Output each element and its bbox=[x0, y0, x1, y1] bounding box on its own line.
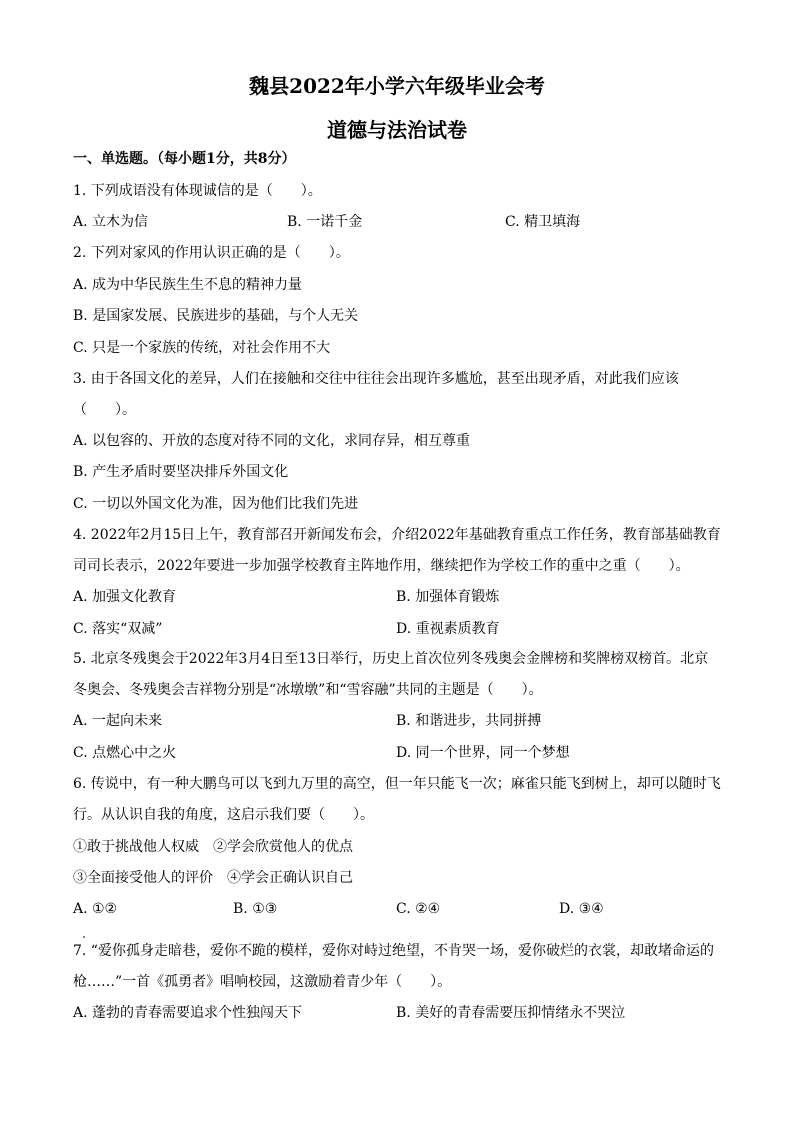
question-4-option-c: C. 落实“双减” bbox=[73, 621, 163, 637]
question-3-stem: 3. 由于各国文化的差异，人们在接触和交往中往往会出现许多尴尬，甚至出现矛盾，对此我们应该 bbox=[73, 371, 679, 387]
question-5-stem: 5. 北京冬残奥会于2022年3月4日至13日举行，历史上首次位列冬残奥会金牌榜和奖牌榜双榜首。北京 bbox=[73, 651, 709, 667]
page-subtitle: 道德与法治试卷 bbox=[327, 118, 467, 142]
question-2-option-a: A. 成为中华民族生生不息的精神力量 bbox=[73, 277, 303, 293]
question-3-option-a: A. 以包容的、开放的态度对待不同的文化，求同存异，相互尊重 bbox=[73, 433, 471, 449]
question-6-option-a: A. ①② bbox=[73, 901, 118, 917]
question-3-option-c: C. 一切以外国文化为准，因为他们比我们先进 bbox=[73, 496, 359, 512]
question-4-stem: 4. 2022年2月15日上午，教育部召开新闻发布会，介绍2022年基础教育重点工作任务，教育部基础教育 bbox=[73, 527, 721, 543]
question-2-option-c: C. 只是一个家族的传统，对社会作用不大 bbox=[73, 340, 331, 356]
question-7-option-b: B. 美好的青春需要压抑情绪永不哭泣 bbox=[396, 1005, 626, 1021]
question-1-option-b: B. 一诺千金 bbox=[287, 214, 363, 230]
question-7-option-a: A. 蓬勃的青春需要追求个性独闯天下 bbox=[73, 1005, 303, 1021]
question-4-option-b: B. 加强体育锻炼 bbox=[396, 589, 500, 605]
question-4-option-d: D. 重视素质教育 bbox=[396, 621, 500, 637]
question-6-stem: 6. 传说中，有一种大鹏鸟可以飞到九万里的高空，但一年只能飞一次；麻雀只能飞到树上，却可以随时飞 bbox=[73, 776, 721, 792]
question-7-stem-cont: 枪……”一首《孤勇者》唱响校园，这激励着青少年（ ）。 bbox=[73, 974, 452, 990]
question-3-stem-cont: （ ）。 bbox=[73, 402, 136, 418]
question-4-stem-cont: 司司长表示，2022年要进一步加强学校教育主阵地作用，继续把作为学校工作的重中之重（ ）。 bbox=[73, 558, 690, 574]
question-1-stem: 1. 下列成语没有体现诚信的是（ ）。 bbox=[73, 183, 322, 199]
question-6-option-b: B. ①③ bbox=[233, 901, 278, 917]
question-6-stem-cont: 行。从认识自我的角度，这启示我们要（ ）。 bbox=[73, 807, 374, 823]
question-3-option-b: B. 产生矛盾时要坚决排斥外国文化 bbox=[73, 464, 289, 480]
question-6-option-c: C. ②④ bbox=[396, 901, 441, 917]
stray-dot bbox=[83, 936, 85, 938]
question-7-stem: 7. “爱你孤身走暗巷，爱你不跪的模样，爱你对峙过绝望，不肯哭一场，爱你破烂的衣裳，却敢堵命运的 bbox=[73, 943, 714, 959]
question-6-option-d: D. ③④ bbox=[559, 901, 604, 917]
question-5-option-d: D. 同一个世界，同一个梦想 bbox=[396, 745, 570, 761]
page-title: 魏县2022年小学六年级毕业会考 bbox=[249, 74, 545, 98]
question-5-option-b: B. 和谐进步，共同拼搏 bbox=[396, 713, 542, 729]
question-2-stem: 2. 下列对家风的作用认识正确的是（ ）。 bbox=[73, 245, 350, 261]
question-5-stem-cont: 冬奥会、冬残奥会吉祥物分别是“冰墩墩”和“雪容融”共同的主题是（ ）。 bbox=[73, 682, 543, 698]
question-6-statement-2: ③全面接受他人的评价 ④学会正确认识自己 bbox=[73, 870, 353, 886]
question-1-option-a: A. 立木为信 bbox=[73, 214, 149, 230]
question-6-statement-1: ①敢于挑战他人权威 ②学会欣赏他人的优点 bbox=[73, 839, 353, 855]
question-4-option-a: A. 加强文化教育 bbox=[73, 589, 177, 605]
question-5-option-c: C. 点燃心中之火 bbox=[73, 745, 177, 761]
section-heading: 一、单选题。（每小题1分，共8分） bbox=[73, 151, 296, 167]
question-5-option-a: A. 一起向未来 bbox=[73, 713, 163, 729]
question-2-option-b: B. 是国家发展、民族进步的基础，与个人无关 bbox=[73, 308, 359, 324]
question-1-option-c: C. 精卫填海 bbox=[505, 214, 581, 230]
